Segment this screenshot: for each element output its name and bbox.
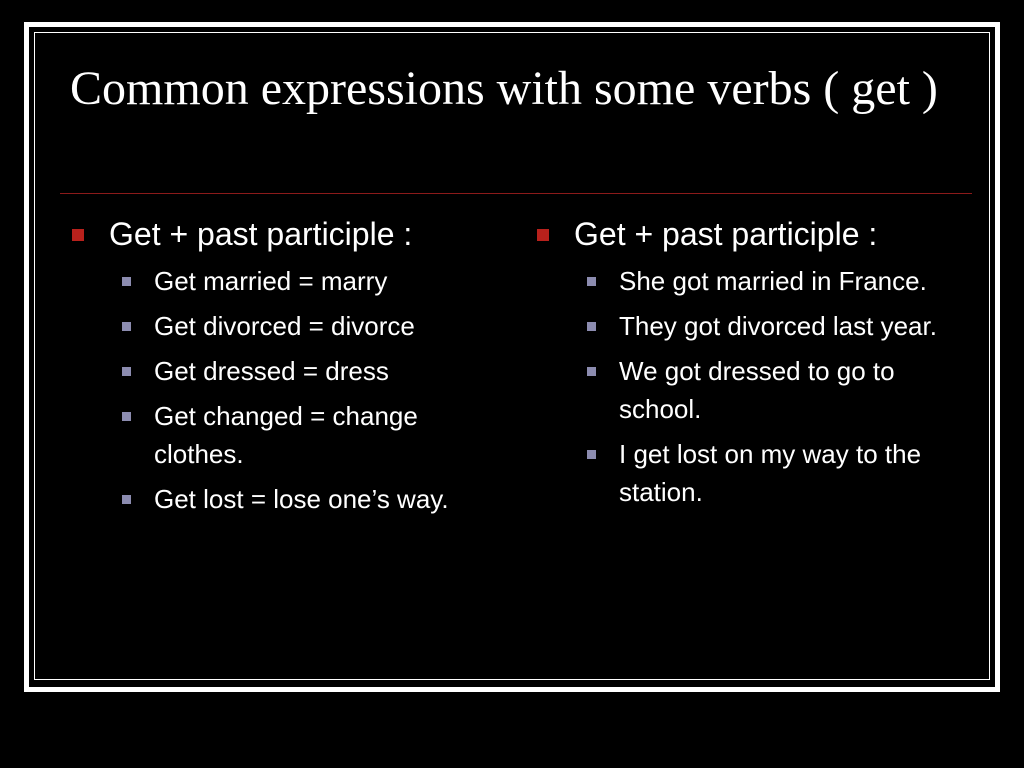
list-item-text: Get married = marry <box>154 266 388 296</box>
red-square-bullet-icon <box>72 229 84 241</box>
right-heading-text: Get + past participle : <box>574 216 878 252</box>
list-item-text: We got dressed to go to school. <box>619 356 895 424</box>
list-item-text: Get dressed = dress <box>154 356 389 386</box>
gray-square-bullet-icon <box>122 277 131 286</box>
list-item <box>587 352 957 428</box>
gray-square-bullet-icon <box>587 322 596 331</box>
left-column <box>72 214 492 525</box>
gray-square-bullet-icon <box>122 322 131 331</box>
gray-square-bullet-icon <box>587 367 596 376</box>
slide-title: Common expressions with some verbs ( get ) <box>70 62 938 115</box>
right-sub-list <box>537 262 957 511</box>
list-item <box>122 397 492 473</box>
list-item <box>122 480 492 518</box>
gray-square-bullet-icon <box>122 495 131 504</box>
right-column <box>537 214 957 518</box>
list-item <box>122 307 492 345</box>
left-sub-list <box>72 262 492 518</box>
list-item <box>587 307 957 345</box>
list-item <box>587 435 957 511</box>
list-item-text: Get divorced = divorce <box>154 311 415 341</box>
right-heading <box>537 214 957 254</box>
left-heading <box>72 214 492 254</box>
list-item-text: Get changed = change clothes. <box>154 401 418 469</box>
left-heading-text: Get + past participle : <box>109 216 413 252</box>
title-divider <box>60 193 972 194</box>
list-item <box>122 262 492 300</box>
list-item-text: Get lost = lose one’s way. <box>154 484 449 514</box>
gray-square-bullet-icon <box>587 277 596 286</box>
list-item <box>587 262 957 300</box>
gray-square-bullet-icon <box>122 367 131 376</box>
list-item <box>122 352 492 390</box>
gray-square-bullet-icon <box>587 450 596 459</box>
gray-square-bullet-icon <box>122 412 131 421</box>
list-item-text: She got married in France. <box>619 266 927 296</box>
list-item-text: I get lost on my way to the station. <box>619 439 922 507</box>
list-item-text: They got divorced last year. <box>619 311 937 341</box>
red-square-bullet-icon <box>537 229 549 241</box>
